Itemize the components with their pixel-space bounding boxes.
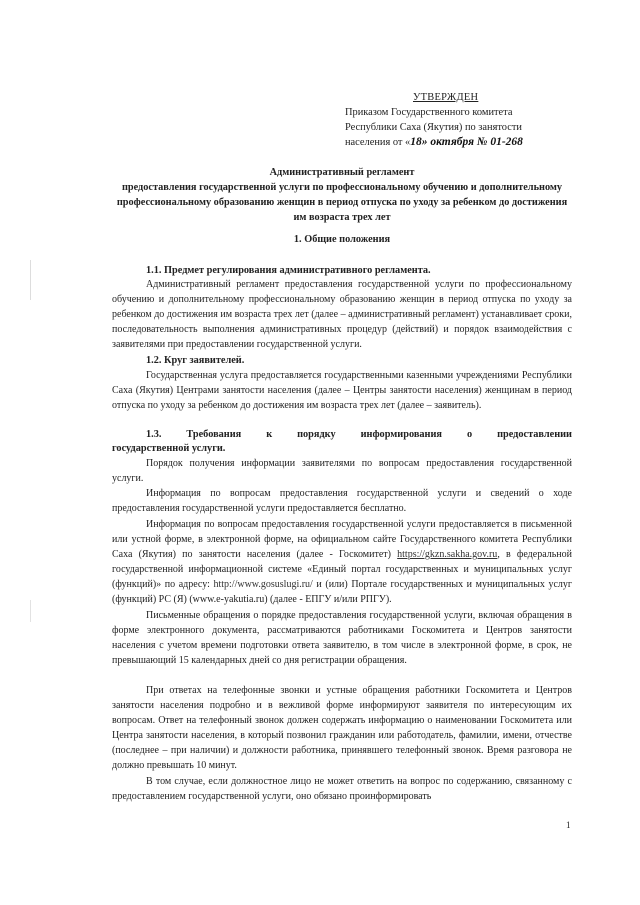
subsection-heading-cont: государственной услуги. xyxy=(112,443,226,454)
paragraph: Административный регламент предоставления государственной услуги по профессиональному обучению и дополнительному профессиональному образованию женщин в период отпуска по уходу за ребенком до достижения им возраста трех лет (далее – административный регламент) устанавливает сроки, последовательность выполнения административных процедур (действий) и порядок взаимодействия с заявителями при предоставлении государственной услуги. xyxy=(112,279,572,350)
handwritten-date: 18» октября № 01-268 xyxy=(410,136,523,148)
document-title-sub: предоставления государственной услуги по профессиональному обучению и дополнительному профессиональному образованию женщин в период отпуска по уходу за ребенком до достижения им возраста трех лет xyxy=(116,182,568,223)
subsection-heading: 1.2. Круг заявителей. xyxy=(146,355,245,366)
approval-line: Приказом Государственного комитета xyxy=(345,107,513,118)
subsection-heading: 1.3. Требования к порядку информирования о предоставлении xyxy=(146,429,572,440)
paragraph: Порядок получения информации заявителями по вопросам предоставления государственной услуги. xyxy=(112,458,572,484)
paragraph-text: Информация по вопросам предоставления государственной услуги предоставляется в письменной или устной форме, в электронной форме, на официальном сайте Государственного комитета Республики Саха (Якутия) по занятости населения (далее - Госкомитет) xyxy=(112,519,572,560)
paragraph xyxy=(112,517,572,607)
approval-line: Республики Саха (Якутия) по занятости xyxy=(345,122,522,133)
document-title xyxy=(112,165,572,225)
link-gosuslugi[interactable]: http://www.gosuslugi.ru/ xyxy=(213,579,313,590)
paragraph-text: и (или) Портале государственных и муниципальных услуг (функций) РС (Я) (www.e-yakutia.ru) (далее - ЕПГУ и/или РПГУ). xyxy=(112,579,572,605)
paragraph: Информация по вопросам предоставления государственной услуги и сведений о ходе предоставления государственной услуги предоставляется бесплатно. xyxy=(112,488,572,514)
section-title: 1. Общие положения xyxy=(293,234,391,245)
document-title-main: Административный регламент xyxy=(269,167,415,178)
paragraph: В том случае, если должностное лицо не может ответить на вопрос по содержанию, связанному с предоставлением государственной услуги, оно обязано проинформировать xyxy=(112,776,572,802)
subsection-heading: 1.1. Предмет регулирования административного регламента. xyxy=(146,265,431,276)
scan-margin-mark xyxy=(30,260,31,300)
paragraph: Государственная услуга предоставляется государственными казенными учреждениями Республики Саха (Якутия) Центрами занятости населения (далее – Центры занятости населения) женщинам в период отпуска по уходу за ребенком до достижения им возраста трех лет (далее – заявитель). xyxy=(112,370,572,411)
link-gkzn[interactable]: https://gkzn.sakha.gov.ru xyxy=(397,549,498,560)
approval-date-line xyxy=(345,135,523,150)
approval-title: УТВЕРЖДЕН xyxy=(413,92,479,103)
page-number: 1 xyxy=(566,820,571,830)
approval-block xyxy=(345,90,523,150)
paragraph: Письменные обращения о порядке предоставления государственной услуги, включая обращения в форме электронного документа, рассматриваются работниками Госкомитета и Центров занятости населения с учетом времени подготовки ответа заявителю, в том числе в электронной форме, в срок, не превышающий 15 календарных дней со дня регистрации обращения. xyxy=(112,610,572,666)
paragraph-text: , в федеральной государственной информационной системе «Единый портал государственных и муниципальных услуг (функций)» по адресу: xyxy=(112,549,572,590)
scan-margin-mark xyxy=(30,600,31,622)
approval-date-prefix: населения от « xyxy=(345,137,411,148)
paragraph: При ответах на телефонные звонки и устные обращения работники Госкомитета и Центров занятости населения подробно и в вежливой форме информируют заявителя по интересующим их вопросам. Ответ на телефонный звонок должен содержать информацию о наименовании Госкомитета или Центра занятости населения, в который позвонил гражданин или работодатель, фамилии, имени, отчестве (последнее – при наличии) и должности работника, принявшего телефонный звонок. Время разговора не должно превышать 10 минут. xyxy=(112,685,572,771)
